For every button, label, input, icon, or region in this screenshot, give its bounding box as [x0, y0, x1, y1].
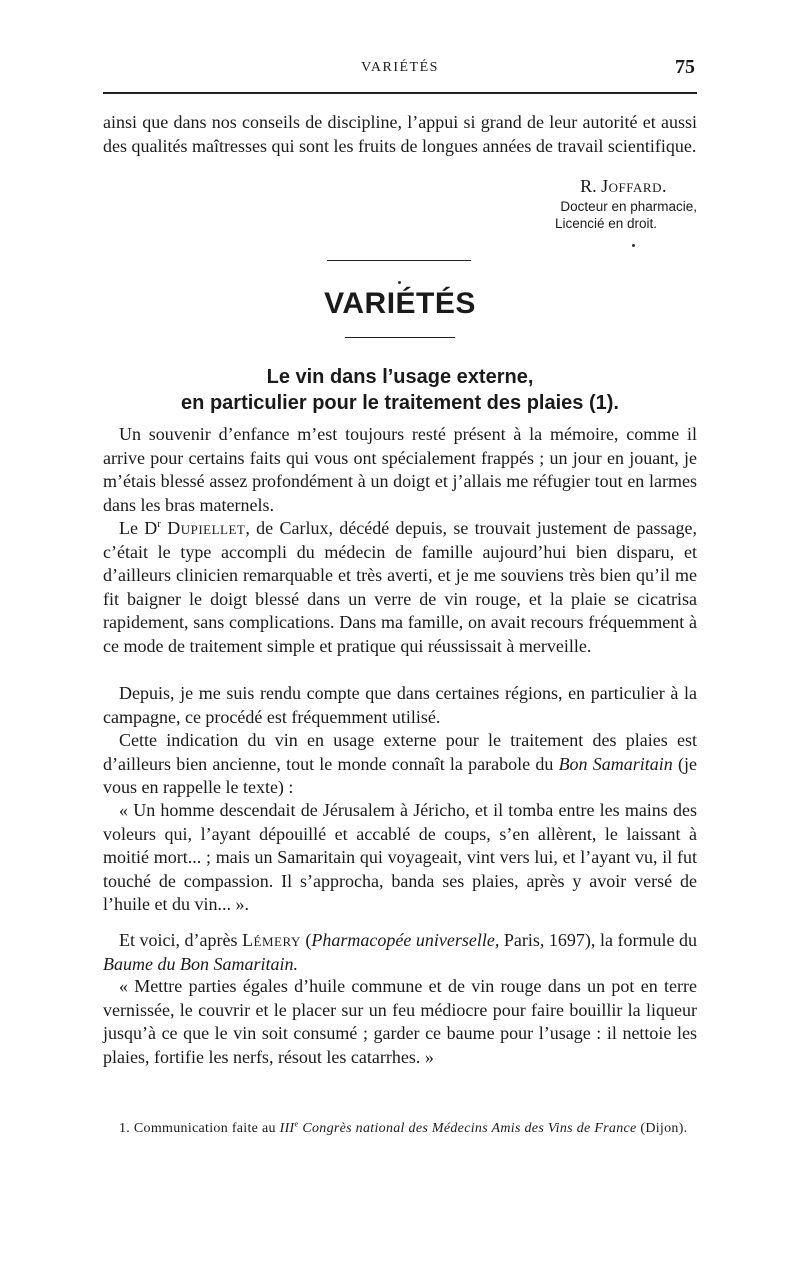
print-speck [398, 281, 401, 284]
pharmacopee-title: Pharmacopée universelle, [311, 930, 500, 950]
author-surname: Joffard. [601, 176, 667, 196]
doctor-abbrev-sup: r [157, 518, 161, 530]
lemery-name: Lémery [242, 930, 301, 950]
author-name [437, 174, 667, 198]
paragraph-6-start: Et voici, d’après [119, 930, 243, 950]
author-initial: R. [580, 176, 597, 196]
previous-article-closing-paragraph: ainsi que dans nos conseils de discipline, l’appui si grand de leur autorité et aussi des qualités maîtresses qui sont les fruits de longues années de travail scientifique. [103, 112, 697, 156]
header-rule [103, 92, 697, 94]
footnote-ordinal-sup: e [294, 1119, 299, 1129]
article-title-line-2-text: en particulier pour le traitement des plaies [181, 392, 584, 414]
paragraph-6-paren: ( [300, 930, 312, 950]
article-title-line-2 [103, 390, 697, 416]
paragraph-6-middle: Paris, 1697), la formule du [499, 930, 697, 950]
footnote-congress-name: Congrès national des Médecins Amis des Vins de France [298, 1121, 637, 1136]
paragraph-2-text: , de Carlux, décédé depuis, se trouvait justement de passage, c’était le type accompli du médecin de famille aujourd’hui bien disparu, et d’ailleurs clinicien remarquable et très averti, et je me souviens très bien qu’il me fit baigner le doigt blessé dans un verre de vin rouge, et la plaie se cicatrisa rapidement, sans complications. Dans ma famille, on avait recours fréquemment à ce mode de traitement simple et pratique qui réussissait à merveille. [103, 518, 698, 656]
doctor-abbrev: Le D [119, 518, 158, 538]
author-title-1: Docteur en pharmacie, [560, 199, 697, 214]
parable-title: Bon Samaritain [558, 753, 673, 774]
paragraph-4-end: (je vous en rappelle le texte) : [103, 753, 698, 797]
paragraph-5-quotation: « Un homme descendait de Jérusalem à Jéricho, et il tomba entre les mains des voleurs qui, l’ayant dépouillé et accablé de coups, s’en allèrent, le laissant à moitié mort... ; mais un Samaritain qui voyageait, vint vers lui, et l’ayant vu, il fut touché de compassion. Il s’approcha, banda ses plaies, après y avoir versé de l’huile et du vin... ». [103, 800, 697, 914]
page-number: 75 [675, 56, 695, 78]
footnote-text-1: Communication faite au [130, 1121, 280, 1136]
running-head [103, 56, 697, 86]
footnote-location: (Dijon). [636, 1121, 688, 1136]
print-speck [632, 244, 635, 247]
paragraph-1: Un souvenir d’enfance m’est toujours resté présent à la mémoire, comme il arrive pour certains faits qui vous ont spécialement frappés ; un jour en jouant, je m’étais blessé assez profondément à un doigt et j’allais me réfugier tout en larmes dans les bras maternels. [103, 424, 697, 515]
section-title-rule [345, 337, 455, 338]
baume-title: Baume du Bon Samaritain. [103, 953, 298, 974]
footnote-marker: 1. [119, 1121, 131, 1136]
doctor-name: Dupiellet [167, 518, 246, 538]
paragraph-3: Depuis, je me suis rendu compte que dans certaines régions, en particulier à la campagne, ce procédé est fréquemment utilisé. [103, 683, 697, 727]
author-signature [437, 174, 697, 232]
paragraph-7-quotation: « Mettre parties égales d’huile commune et de vin rouge dans un pot en terre vernissée, le couvrir et le placer sur un feu médiocre pour faire bouillir la liqueur jusqu’à ce que le vin soit consumé ; garder ce baume pour l’usage : il nettoie les plaies, fortifie les nerfs, résout les catarrhes. » [103, 976, 697, 1067]
footnote-congress-number: III [279, 1121, 295, 1136]
article-title-line-1: Le vin dans l’usage externe, [266, 366, 534, 388]
paragraph-4-text: Cette indication du vin en usage externe pour le traitement des plaies est d’ailleurs bien ancienne, tout le monde connaît la parabole du [103, 730, 697, 774]
article-separator-rule [327, 260, 471, 261]
paragraph-4 [103, 729, 697, 800]
section-title: VARIÉTÉS [324, 287, 476, 320]
paragraph-6 [103, 929, 697, 976]
running-title: VARIÉTÉS [361, 60, 439, 75]
footnote-reference: (1). [588, 392, 619, 414]
paragraph-2 [103, 517, 697, 658]
footnote [103, 1120, 697, 1138]
article-title [103, 364, 697, 416]
author-title-2: Licencié en droit. [554, 216, 657, 231]
